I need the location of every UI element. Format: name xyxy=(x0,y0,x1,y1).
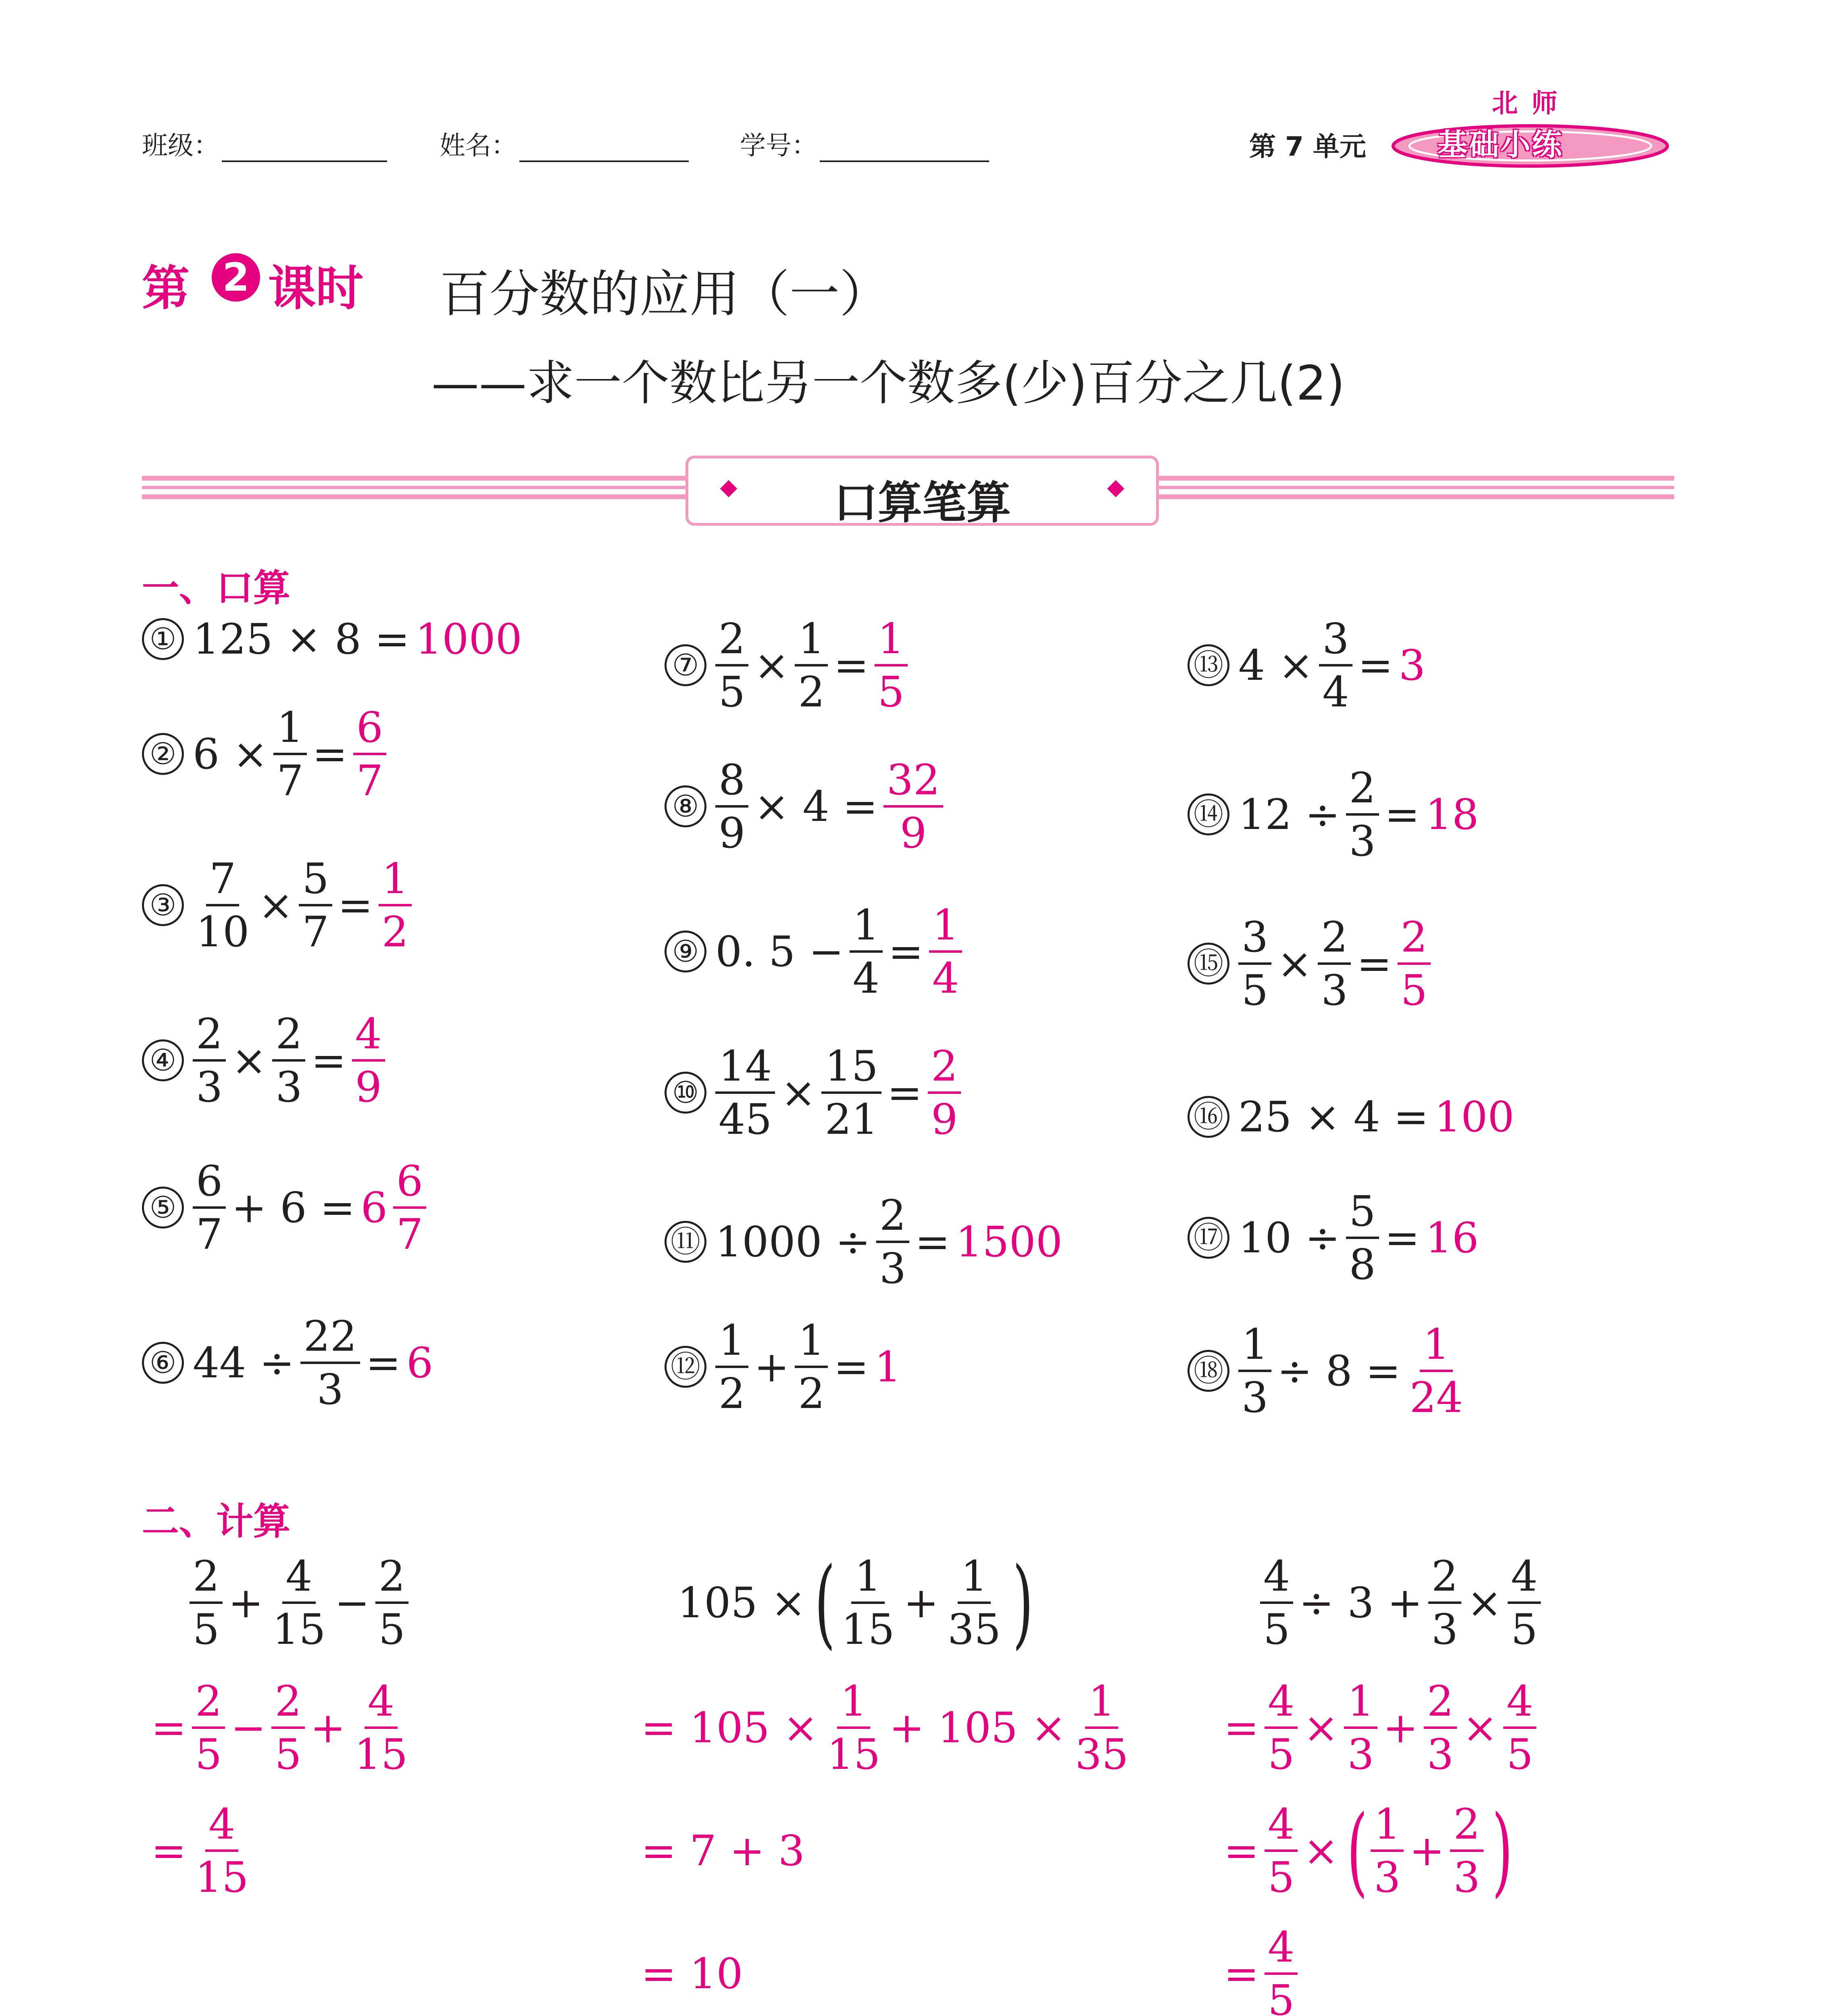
fraction xyxy=(715,1315,748,1418)
oral-problem xyxy=(1188,912,1436,1015)
problem-number: ① xyxy=(142,618,184,660)
answer-text: + xyxy=(310,1703,346,1752)
denominator: 15 xyxy=(272,1605,326,1654)
denominator: 35 xyxy=(1075,1730,1129,1779)
problem-number: ⑩ xyxy=(665,1072,706,1114)
fraction xyxy=(715,755,748,858)
expression-text: 125 × 8 = xyxy=(193,614,410,664)
answer-fraction xyxy=(1503,1676,1536,1779)
expression-text: + xyxy=(754,1342,790,1391)
fraction xyxy=(1238,1319,1271,1422)
fraction xyxy=(1346,763,1379,866)
denominator: 3 xyxy=(275,1062,302,1112)
numerator: 32 xyxy=(883,758,943,808)
answer-fraction xyxy=(875,614,908,716)
answer-fraction xyxy=(1344,1676,1377,1779)
expression-text: = xyxy=(1358,641,1393,690)
fraction xyxy=(299,854,332,956)
expression-text: = xyxy=(1384,790,1420,839)
denominator: 3 xyxy=(1347,1730,1374,1779)
fraction xyxy=(193,854,252,956)
expression-text: 105 × xyxy=(677,1578,806,1627)
answer-text: 3 xyxy=(1398,641,1425,690)
denominator: 8 xyxy=(1349,1240,1376,1289)
expression-text: = xyxy=(311,1036,346,1085)
numerator: 6 xyxy=(353,706,386,755)
problem-number: ③ xyxy=(142,884,184,926)
numerator: 2 xyxy=(928,1045,961,1094)
denominator: 5 xyxy=(1263,1605,1290,1654)
answer-fraction xyxy=(1265,1922,1298,2016)
numerator: 4 xyxy=(1265,1803,1298,1852)
numerator: 2 xyxy=(193,1012,226,1062)
oral-problem xyxy=(1188,1092,1520,1141)
answer-text: + 105 × xyxy=(889,1703,1067,1752)
numerator: 2 xyxy=(190,1555,223,1604)
answer-text: = 7 + 3 xyxy=(641,1826,805,1875)
denominator: 3 xyxy=(196,1062,223,1112)
fraction xyxy=(193,1156,226,1259)
denominator: 5 xyxy=(195,1730,222,1779)
expression-text: × xyxy=(1277,939,1313,988)
denominator: 3 xyxy=(1431,1605,1458,1654)
expression-text: 0. 5 − xyxy=(715,927,844,976)
denominator: 21 xyxy=(825,1095,878,1144)
numerator: 1 xyxy=(1344,1680,1377,1729)
denominator: 5 xyxy=(193,1605,220,1654)
lesson-number-badge: 2 xyxy=(212,253,260,302)
lesson-prefix: 第 xyxy=(142,260,190,316)
answer-text: × xyxy=(1462,1703,1498,1752)
expression-text: = xyxy=(365,1338,401,1387)
numerator: 2 xyxy=(1398,916,1431,965)
name-blank[interactable] xyxy=(519,137,689,162)
answer-text: + xyxy=(1409,1826,1445,1875)
expression-text: 44 ÷ xyxy=(193,1338,295,1387)
denominator: 15 xyxy=(841,1605,895,1654)
denominator: 5 xyxy=(1242,966,1269,1015)
oral-problem xyxy=(1188,1319,1472,1422)
numerator: 4 xyxy=(282,1555,315,1604)
oral-problem xyxy=(665,755,949,858)
expression-text: + 6 = xyxy=(231,1183,355,1232)
answer-text: = xyxy=(1224,1949,1259,1998)
answer-text: 1 xyxy=(874,1342,901,1391)
denominator: 15 xyxy=(354,1730,408,1779)
numerator: 4 xyxy=(1260,1555,1293,1604)
answer-fraction xyxy=(929,900,962,1003)
denominator: 5 xyxy=(1268,1730,1295,1779)
expression-text: 10 ÷ xyxy=(1238,1213,1340,1262)
calc-step xyxy=(151,1799,257,1902)
answer-fraction xyxy=(271,1676,304,1779)
student-no-blank[interactable] xyxy=(820,137,989,162)
denominator: 45 xyxy=(719,1095,772,1144)
class-field xyxy=(142,125,387,162)
expression-text: × xyxy=(754,641,790,690)
fraction xyxy=(715,1041,775,1144)
problem-number: ⑥ xyxy=(142,1342,184,1384)
numerator: 1 xyxy=(795,1319,828,1368)
calc-step xyxy=(1224,1922,1303,2016)
numerator: 7 xyxy=(206,857,239,906)
answer-text: + xyxy=(1383,1703,1418,1752)
denominator: 5 xyxy=(1400,966,1427,1015)
oral-problem xyxy=(1188,1186,1484,1289)
oral-problem xyxy=(1188,614,1431,716)
class-blank[interactable] xyxy=(222,137,387,162)
section-banner xyxy=(685,456,1159,529)
numerator: 2 xyxy=(272,1012,305,1062)
problem-number: ⑨ xyxy=(665,931,706,973)
expression-text: 1000 ÷ xyxy=(715,1217,871,1266)
calc-step xyxy=(190,1551,414,1654)
answer-fraction xyxy=(351,1676,411,1779)
denominator: 2 xyxy=(719,1369,746,1418)
numerator: 4 xyxy=(365,1680,398,1729)
problem-number: ⑬ xyxy=(1188,644,1229,686)
numerator: 8 xyxy=(715,758,748,808)
oral-problem xyxy=(142,854,417,956)
answer-fraction xyxy=(1371,1799,1404,1902)
denominator: 5 xyxy=(719,667,746,716)
numerator: 1 xyxy=(875,617,908,666)
denominator: 4 xyxy=(852,954,879,1003)
answer-fraction xyxy=(379,854,412,956)
answer-fraction xyxy=(1406,1319,1466,1422)
numerator: 2 xyxy=(192,1680,225,1729)
numerator: 4 xyxy=(352,1012,385,1062)
answer-fraction xyxy=(192,1799,252,1902)
denominator: 3 xyxy=(1349,816,1376,866)
denominator: 3 xyxy=(1321,966,1348,1015)
answer-fraction xyxy=(1265,1799,1298,1902)
expression-text: = xyxy=(915,1217,950,1266)
problem-number: ⑱ xyxy=(1188,1350,1229,1392)
expression-text: = xyxy=(888,927,923,976)
answer-fraction xyxy=(1398,912,1431,1015)
denominator: 3 xyxy=(879,1244,906,1293)
expression-text: ÷ 8 = xyxy=(1277,1346,1401,1395)
fraction xyxy=(273,702,306,805)
answer-fraction xyxy=(1072,1676,1131,1779)
fraction xyxy=(1238,912,1271,1015)
denominator: 7 xyxy=(396,1210,423,1259)
numerator: 2 xyxy=(715,617,748,666)
brand-main: 基础小练 xyxy=(1438,127,1563,162)
numerator: 1 xyxy=(1420,1323,1453,1372)
numerator: 1 xyxy=(715,1319,748,1368)
answer-text: 1500 xyxy=(956,1217,1063,1266)
denominator: 24 xyxy=(1409,1373,1463,1422)
denominator: 10 xyxy=(196,907,250,956)
denominator: 7 xyxy=(196,1210,223,1259)
denominator: 9 xyxy=(931,1095,958,1144)
fraction xyxy=(1319,614,1352,716)
numerator: 4 xyxy=(1265,1926,1298,1975)
numerator: 15 xyxy=(821,1045,881,1094)
parenthesis: ( xyxy=(814,1546,835,1659)
problem-number: ④ xyxy=(142,1039,184,1081)
expression-text: 4 × xyxy=(1238,641,1314,690)
answer-fraction xyxy=(352,1009,385,1112)
answer-text: × xyxy=(1303,1703,1339,1752)
numerator: 2 xyxy=(375,1555,408,1604)
problem-number: ② xyxy=(142,733,184,775)
numerator: 5 xyxy=(299,857,332,906)
numerator: 2 xyxy=(1346,766,1379,816)
answer-fraction xyxy=(1424,1676,1457,1779)
denominator: 5 xyxy=(275,1730,302,1779)
problem-number: ⑫ xyxy=(665,1346,706,1388)
page-title: 百分数的应用（一） xyxy=(440,265,890,323)
denominator: 5 xyxy=(378,1605,405,1654)
numerator: 1 xyxy=(850,904,883,953)
numerator: 4 xyxy=(1503,1680,1536,1729)
calc-step xyxy=(151,1676,417,1779)
denominator: 5 xyxy=(1268,1976,1295,2016)
problem-number: ⑯ xyxy=(1188,1096,1229,1138)
expression-text: + xyxy=(228,1578,264,1627)
denominator: 2 xyxy=(381,907,408,956)
fraction xyxy=(876,1190,909,1293)
expression-text: 25 × 4 = xyxy=(1238,1092,1429,1141)
answer-text: 100 xyxy=(1434,1092,1515,1141)
expression-text: = xyxy=(887,1068,922,1117)
problem-number: ⑮ xyxy=(1188,943,1229,985)
expression-text: = xyxy=(1384,1213,1420,1262)
denominator: 5 xyxy=(1506,1730,1533,1779)
answer-text: − xyxy=(231,1703,266,1752)
oral-problem xyxy=(665,614,913,716)
answer-text: 1000 xyxy=(415,614,522,664)
fraction xyxy=(821,1041,881,1144)
oral-problem xyxy=(142,614,528,664)
answer-text: 6 xyxy=(406,1338,433,1387)
parenthesis: ( xyxy=(1347,1794,1368,1907)
denominator: 7 xyxy=(277,756,304,805)
numerator: 2 xyxy=(1428,1555,1461,1604)
numerator: 4 xyxy=(1265,1680,1298,1729)
numerator: 1 xyxy=(1085,1680,1118,1729)
answer-text: = xyxy=(1224,1703,1259,1752)
numerator: 5 xyxy=(1346,1190,1379,1239)
denominator: 4 xyxy=(932,954,959,1003)
name-label: 姓名： xyxy=(440,131,517,161)
problem-number: ⑪ xyxy=(665,1221,706,1263)
oral-problem xyxy=(665,1190,1068,1293)
numerator: 1 xyxy=(273,706,306,755)
expression-text: × 4 = xyxy=(754,782,878,831)
denominator: 15 xyxy=(195,1853,249,1902)
student-no-label: 学号： xyxy=(740,131,817,161)
numerator: 2 xyxy=(1450,1803,1483,1852)
banner-title: 口算笔算 xyxy=(833,477,1011,529)
calc-step xyxy=(641,1676,1138,1779)
answer-text: × xyxy=(1303,1826,1339,1875)
expression-text: × xyxy=(781,1068,816,1117)
denominator: 15 xyxy=(827,1730,881,1779)
answer-fraction xyxy=(192,1676,225,1779)
answer-fraction xyxy=(1265,1676,1298,1779)
fraction xyxy=(1346,1186,1379,1289)
calc-step xyxy=(1260,1551,1546,1654)
fraction xyxy=(272,1009,305,1112)
unit-label: 第 7 单元 xyxy=(1249,131,1366,162)
answer-fraction xyxy=(1450,1799,1483,1902)
expression-text: × xyxy=(258,881,294,930)
oral-problem xyxy=(665,1041,967,1144)
numerator: 1 xyxy=(1238,1323,1271,1372)
oral-problem xyxy=(1188,763,1484,866)
calc-step xyxy=(1224,1794,1515,1907)
numerator: 6 xyxy=(193,1160,226,1209)
denominator: 7 xyxy=(302,907,329,956)
parenthesis: ) xyxy=(1492,1794,1513,1907)
expression-text: × xyxy=(231,1036,267,1085)
numerator: 2 xyxy=(1318,916,1351,965)
expression-text: + xyxy=(903,1578,939,1627)
fraction xyxy=(1318,912,1351,1015)
student-no-field xyxy=(740,125,989,162)
expression-text: ÷ 3 + xyxy=(1299,1578,1423,1627)
fraction xyxy=(795,1315,828,1418)
fraction xyxy=(715,614,748,716)
oral-problem xyxy=(665,1315,907,1418)
numerator: 2 xyxy=(271,1680,304,1729)
section-oral-title: 一、口算 xyxy=(142,566,291,610)
denominator: 3 xyxy=(1453,1853,1480,1902)
answer-text: 18 xyxy=(1425,790,1479,839)
oral-problem xyxy=(142,1156,432,1259)
answer-text: = xyxy=(151,1826,187,1875)
expression-text: = xyxy=(312,729,348,779)
numerator: 2 xyxy=(1424,1680,1457,1729)
denominator: 9 xyxy=(355,1062,382,1112)
answer-text: 16 xyxy=(1425,1213,1479,1262)
expression-text: 6 × xyxy=(193,729,268,779)
denominator: 4 xyxy=(1322,667,1349,716)
oral-problem xyxy=(142,1009,391,1112)
problem-number: ⑦ xyxy=(665,644,706,686)
section-calc-title: 二、计算 xyxy=(142,1500,291,1543)
denominator: 3 xyxy=(1374,1853,1401,1902)
fraction xyxy=(795,614,828,716)
denominator: 35 xyxy=(947,1605,1001,1654)
expression-text: = xyxy=(833,1342,869,1391)
fraction xyxy=(193,1009,226,1112)
calc-step xyxy=(641,1826,810,1875)
denominator: 3 xyxy=(1242,1373,1269,1422)
answer-text: 6 xyxy=(360,1183,388,1232)
denominator: 9 xyxy=(719,808,746,858)
answer-fraction xyxy=(393,1156,426,1259)
numerator: 4 xyxy=(205,1803,238,1852)
numerator: 22 xyxy=(300,1315,360,1364)
name-field xyxy=(440,125,689,162)
calc-step xyxy=(677,1546,1036,1659)
denominator: 3 xyxy=(317,1365,344,1414)
oral-problem xyxy=(142,1311,439,1414)
numerator: 1 xyxy=(795,617,828,666)
problem-number: ⑤ xyxy=(142,1187,184,1229)
oral-problem xyxy=(665,900,968,1003)
brand-top: 北 师 xyxy=(1492,89,1560,119)
expression-text: × xyxy=(1467,1578,1502,1627)
answer-fraction xyxy=(353,702,386,805)
fraction xyxy=(1508,1551,1541,1654)
numerator: 4 xyxy=(1508,1555,1541,1604)
denominator: 2 xyxy=(798,667,825,716)
expression-text: = xyxy=(338,881,373,930)
answer-text: = 105 × xyxy=(641,1703,818,1752)
denominator: 5 xyxy=(877,667,904,716)
fraction xyxy=(375,1551,408,1654)
numerator: 6 xyxy=(393,1160,426,1209)
expression-text: − xyxy=(334,1578,370,1627)
fraction xyxy=(1260,1551,1293,1654)
parenthesis: ) xyxy=(1013,1546,1033,1659)
numerator: 3 xyxy=(1319,617,1352,666)
calc-step xyxy=(1224,1676,1542,1779)
numerator: 1 xyxy=(958,1555,991,1604)
numerator: 1 xyxy=(379,857,412,906)
fraction xyxy=(269,1551,329,1654)
numerator: 2 xyxy=(876,1194,909,1243)
fraction xyxy=(1428,1551,1461,1654)
fraction xyxy=(944,1551,1004,1654)
numerator: 3 xyxy=(1238,916,1271,965)
denominator: 9 xyxy=(900,808,927,858)
fraction xyxy=(838,1551,898,1654)
answer-text: = xyxy=(1224,1826,1259,1875)
expression-text: = xyxy=(1356,939,1392,988)
denominator: 5 xyxy=(1268,1853,1295,1902)
class-label: 班级： xyxy=(142,131,219,161)
numerator: 1 xyxy=(837,1680,870,1729)
problem-number: ⑰ xyxy=(1188,1217,1229,1259)
problem-number: ⑭ xyxy=(1188,793,1229,835)
lesson-suffix: 课时 xyxy=(268,260,364,316)
numerator: 1 xyxy=(929,904,962,953)
answer-text: = 10 xyxy=(641,1949,743,1998)
denominator: 2 xyxy=(798,1369,825,1418)
oral-problem xyxy=(142,702,392,805)
denominator: 5 xyxy=(1511,1605,1538,1654)
answer-fraction xyxy=(883,755,943,858)
fraction xyxy=(300,1311,360,1414)
numerator: 1 xyxy=(851,1555,884,1604)
expression-text: = xyxy=(833,641,869,690)
fraction xyxy=(190,1551,223,1654)
numerator: 1 xyxy=(1371,1803,1404,1852)
numerator: 14 xyxy=(715,1045,775,1094)
answer-fraction xyxy=(928,1041,961,1144)
problem-number: ⑧ xyxy=(665,785,706,827)
denominator: 7 xyxy=(356,756,383,805)
page-subtitle: ——求一个数比另一个数多(少)百分之几(2) xyxy=(431,355,1345,411)
calc-step xyxy=(641,1949,749,1998)
fraction xyxy=(850,900,883,1003)
answer-fraction xyxy=(824,1676,883,1779)
expression-text: 12 ÷ xyxy=(1238,790,1340,839)
answer-text: = xyxy=(151,1703,187,1752)
denominator: 3 xyxy=(1427,1730,1454,1779)
